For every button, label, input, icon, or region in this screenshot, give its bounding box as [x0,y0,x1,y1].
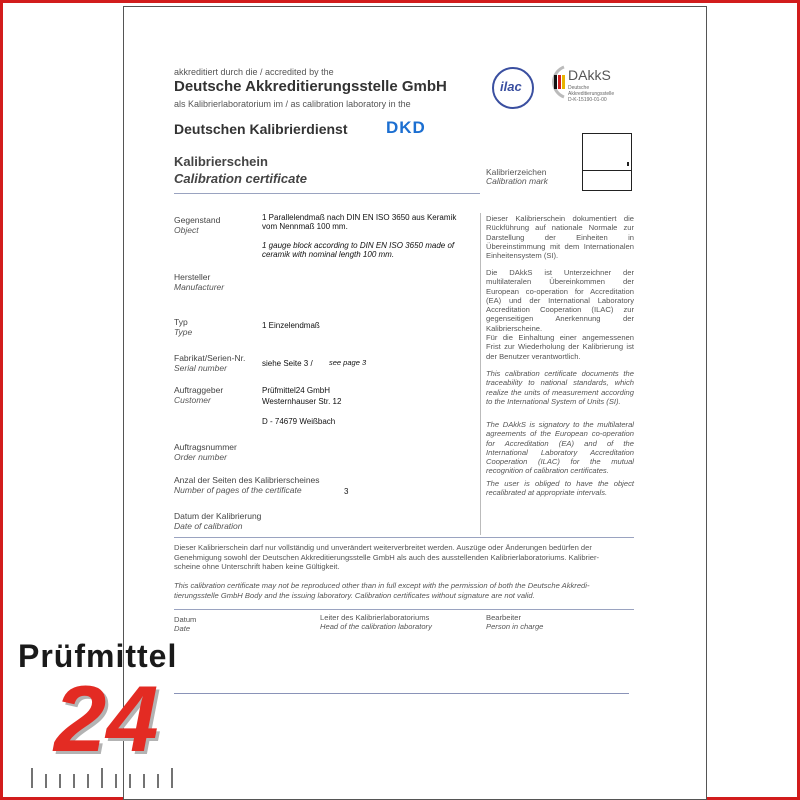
customer-street: Westernhauser Str. 12 [262,397,342,406]
sig-date-en: Date [174,624,191,633]
right-para-5: The DAkkS is signatory to the multilateral agreements of the European co-operation for Accreditation (EA) and of the International Laboratory Accreditation Cooperation (ILAC) for the mutual recognition of calibration certificates. [486,420,634,476]
sig-person-de: Bearbeiter [486,613,522,622]
calibration-mark-box [582,133,632,191]
object-label-en: Object [174,225,199,235]
right-para-1: Dieser Kalibrierschein dokumentiert die Rückführung auf nationale Normale zur Darstellung der Einheiten in Übereinstimmung mit dem Internationalen Einheitensystem (SI). [486,214,634,261]
pages-value: 3 [344,487,349,496]
brand-number: 24 [54,666,159,771]
footer-en-1: This calibration certificate may not be reproduced other than in full except with the permission of both the Deutsche Akkredi- [174,581,590,590]
sig-date-de: Datum [174,615,197,624]
manufacturer-label-de: Hersteller [174,272,211,282]
right-para-4: This calibration certificate documents the traceability to national standards, which realize the units of measurement according to the International System of Units (SI). [486,369,634,406]
sig-head-de: Leiter des Kalibrierlaboratoriums [320,613,430,622]
signature-rule-top [174,609,634,610]
accredited-by-text: akkreditiert durch die / accredited by the [174,67,334,77]
date-label-en: Date of calibration [174,521,243,531]
serial-label-en: Serial number [174,363,227,373]
date-label-de: Datum der Kalibrierung [174,511,262,521]
dakks-logo: DAkkS Deutsche Akkreditierungsstelle D-K-15190-01-00 [544,65,568,104]
dakks-emblem-icon [544,65,568,99]
brand-name: Prüfmittel [18,638,178,674]
footer-de-3: scheine ohne Unterschrift haben keine Gültigkeit. [174,562,340,571]
footer-de-1: Dieser Kalibrierschein darf nur vollständig und unverändert weiterverbreitet werden. Auszüge oder Änderungen bedürfen der [174,543,592,552]
dkd-name: Deutschen Kalibrierdienst [174,121,348,137]
mark-en: Calibration mark [486,176,548,186]
order-label-en: Order number [174,452,227,462]
footer-rule-top [174,537,634,538]
footer-de-2: Genehmigung sowohl der Deutschen Akkreditierungsstelle GmbH als auch des ausstellenden Kalibrierlaboratoriums. Kalibrier- [174,552,600,562]
serial-value-de: siehe Seite 3 / [262,359,313,368]
object-label-de: Gegenstand [174,215,221,225]
footer-en-2: tierungsstelle GmbH Body and the issuing laboratory. Calibration certificates without signature are not valid. [174,590,535,600]
org-name: Deutsche Akkreditierungsstelle GmbH [174,78,447,95]
type-value: 1 Einzelendmaß [262,321,320,330]
customer-label-en: Customer [174,395,211,405]
column-divider [480,213,481,535]
title-de: Kalibrierschein [174,154,268,169]
serial-value-en: see page 3 [329,358,367,367]
type-label-en: Type [174,327,193,337]
right-para-6: The user is obliged to have the object recalibrated at appropriate intervals. [486,479,634,498]
customer-name: Prüfmittel24 GmbH [262,386,331,395]
dkd-logo: DKD [386,118,426,137]
object-value-en-2: ceramik with nominal length 100 mm. [262,250,395,259]
object-value-de-2: vom Nennmaß 100 mm. [262,222,348,231]
manufacturer-label-en: Manufacturer [174,282,225,292]
pages-label-en: Number of pages of the certificate [174,485,302,495]
title-en: Calibration certificate [174,171,307,186]
object-value-en-1: 1 gauge block according to DIN EN ISO 3650 made of [262,241,455,250]
sig-head-en: Head of the calibration laboratory [320,622,432,631]
title-rule [174,193,480,194]
right-para-2: Die DAkkS ist Unterzeichner der multilateralen Übereinkommen der European co-operation for Accreditation (EA) und der International Laboratory Accreditation Cooperation (ILAC) zur gegenseitigen Anerkennung der Kalibrierscheine. [486,268,634,333]
certificate-page [123,6,707,800]
ilac-logo: ilac [492,67,534,109]
sig-person-en: Person in charge [486,622,544,631]
customer-city: D - 74679 Weißbach [262,417,336,426]
as-lab-text: als Kalibrierlaboratorium im / as calibration laboratory in the [174,99,411,109]
type-label-de: Typ [174,317,188,327]
serial-label-de: Fabrikat/Serien-Nr. [174,353,246,363]
ruler-ticks-icon [30,764,190,790]
object-value-de-1: 1 Parallelendmaß nach DIN EN ISO 3650 aus Keramik [262,213,457,222]
customer-label-de: Auftraggeber [174,385,224,395]
mark-de: Kalibrierzeichen [486,167,547,177]
right-para-3: Für die Einhaltung einer angemessenen Frist zur Wiederholung der Kalibrierung ist der Benutzer verantwortlich. [486,333,634,361]
signature-line [174,693,629,694]
order-label-de: Auftragsnummer [174,442,237,452]
pages-label-de: Anzal der Seiten des Kalibrierscheines [174,475,320,485]
